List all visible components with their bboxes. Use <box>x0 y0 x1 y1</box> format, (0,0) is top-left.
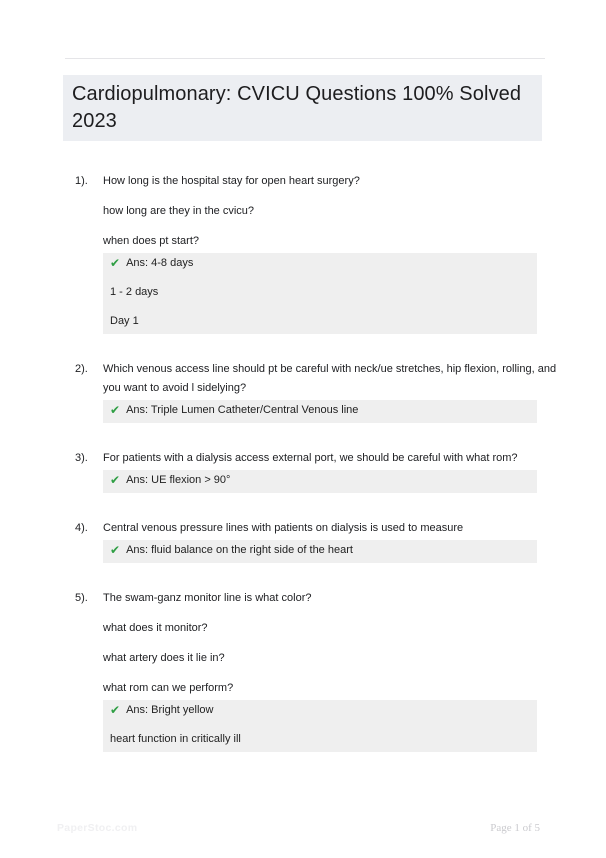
question-text: How long is the hospital stay for open heart surgery? <box>103 175 360 187</box>
answer-text: Ans: Triple Lumen Catheter/Central Venous line <box>126 404 359 416</box>
header-divider <box>65 58 545 59</box>
check-icon: ✔ <box>110 703 121 717</box>
document-title: Cardiopulmonary: CVICU Questions 100% Solved 2023 <box>72 83 522 132</box>
check-icon: ✔ <box>110 256 121 270</box>
check-icon: ✔ <box>110 473 121 487</box>
questions-list <box>0 172 606 752</box>
answer-box <box>103 400 537 423</box>
question-block-5 <box>75 589 606 752</box>
answer-text: Ans: 4-8 days <box>126 257 194 269</box>
question-number: 1). <box>75 175 88 187</box>
answer-line <box>110 541 527 560</box>
answer-box <box>103 540 537 563</box>
answer-line <box>110 401 527 420</box>
question-body <box>103 519 563 563</box>
answer-line <box>110 471 527 490</box>
question-block-1 <box>75 172 606 334</box>
document-page <box>0 58 606 834</box>
answer-box <box>103 253 537 334</box>
answer-line: heart function in critically ill <box>110 733 241 745</box>
question-text: Central venous pressure lines with patients on dialysis is used to measure <box>103 522 464 534</box>
page-indicator: Page 1 of 5 <box>490 822 540 834</box>
answer-line: 1 - 2 days <box>110 286 159 298</box>
title-banner <box>63 75 542 141</box>
answer-line <box>110 701 527 720</box>
question-text: how long are they in the cvicu? <box>103 205 255 217</box>
question-text: what artery does it lie in? <box>103 652 225 664</box>
question-block-3 <box>75 449 606 493</box>
answer-box <box>103 470 537 493</box>
question-text: what does it monitor? <box>103 622 208 634</box>
question-block-4 <box>75 519 606 563</box>
answer-text: Ans: UE flexion > 90° <box>126 474 231 486</box>
answer-box <box>103 700 537 752</box>
question-text: what rom can we perform? <box>103 682 234 694</box>
check-icon: ✔ <box>110 543 121 557</box>
page-footer <box>0 822 606 842</box>
question-body <box>103 172 563 334</box>
answer-line <box>110 254 527 273</box>
question-block-2 <box>75 360 606 423</box>
question-text: For patients with a dialysis access external port, we should be careful with what rom? <box>103 452 518 464</box>
question-text: The swam-ganz monitor line is what color? <box>103 592 312 604</box>
answer-text: Ans: fluid balance on the right side of the heart <box>126 544 353 556</box>
question-text: Which venous access line should pt be careful with neck/ue stretches, hip flexion, rolling, and you want to avoid l sidelying? <box>103 363 557 394</box>
question-text: when does pt start? <box>103 235 200 247</box>
check-icon: ✔ <box>110 403 121 417</box>
answer-line: Day 1 <box>110 315 139 327</box>
answer-text: Ans: Bright yellow <box>126 704 214 716</box>
question-number: 2). <box>75 363 88 375</box>
question-number: 4). <box>75 522 88 534</box>
question-body <box>103 449 563 493</box>
question-number: 3). <box>75 452 88 464</box>
question-body <box>103 360 563 423</box>
question-number: 5). <box>75 592 88 604</box>
watermark-text: PaperStoc.com <box>57 822 138 834</box>
question-body <box>103 589 563 752</box>
